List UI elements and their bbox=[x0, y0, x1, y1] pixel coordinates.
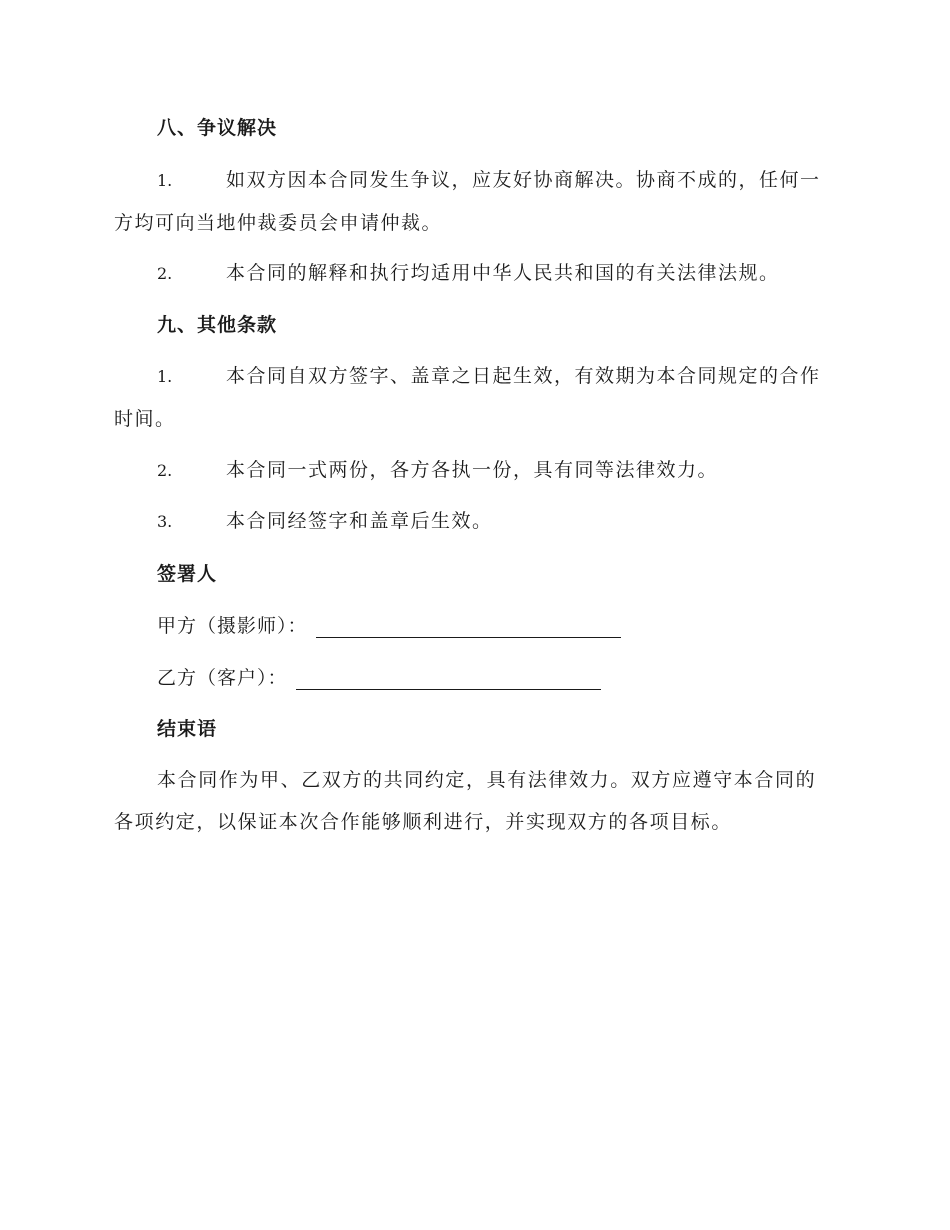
section-heading-other: 九、其他条款 bbox=[157, 314, 278, 336]
party-a-signature-line[interactable] bbox=[316, 617, 621, 638]
clause-text: 本合同经签字和盖章后生效。 bbox=[226, 510, 493, 532]
clause-number: 3. bbox=[157, 512, 173, 531]
clause-text: 本合同的解释和执行均适用中华人民共和国的有关法律法规。 bbox=[226, 262, 780, 284]
clause-number: 1. bbox=[157, 171, 173, 190]
clause-dispute-2 bbox=[114, 252, 834, 295]
signature-row-party-b bbox=[157, 666, 601, 690]
closing-paragraph: 本合同作为甲、乙双方的共同约定，具有法律效力。双方应遵守本合同的各项约定，以保证本次合作能够顺利进行，并实现双方的各项目标。 bbox=[114, 769, 817, 833]
section-heading-dispute: 八、争议解决 bbox=[157, 117, 278, 139]
clause-number: 1. bbox=[157, 367, 173, 386]
party-b-label: 乙方（客户）： bbox=[157, 667, 288, 689]
clause-text: 如双方因本合同发生争议，应友好协商解决。协商不成的，任何一方均可向当地仲裁委员会申请仲裁。 bbox=[114, 169, 821, 234]
section-heading-signatories: 签署人 bbox=[157, 563, 218, 585]
clause-other-2 bbox=[114, 449, 834, 492]
clause-other-1 bbox=[114, 355, 834, 440]
party-b-signature-line[interactable] bbox=[296, 669, 601, 690]
signature-row-party-a bbox=[157, 614, 621, 638]
clause-other-3 bbox=[114, 500, 834, 543]
clause-text: 本合同自双方签字、盖章之日起生效，有效期为本合同规定的合作时间。 bbox=[114, 365, 821, 430]
clause-dispute-1 bbox=[114, 159, 834, 244]
party-a-label: 甲方（摄影师）： bbox=[157, 615, 308, 637]
clause-number: 2. bbox=[157, 264, 173, 283]
section-heading-closing: 结束语 bbox=[157, 718, 218, 740]
clause-number: 2. bbox=[157, 461, 173, 480]
clause-text: 本合同一式两份，各方各执一份，具有同等法律效力。 bbox=[226, 459, 719, 481]
